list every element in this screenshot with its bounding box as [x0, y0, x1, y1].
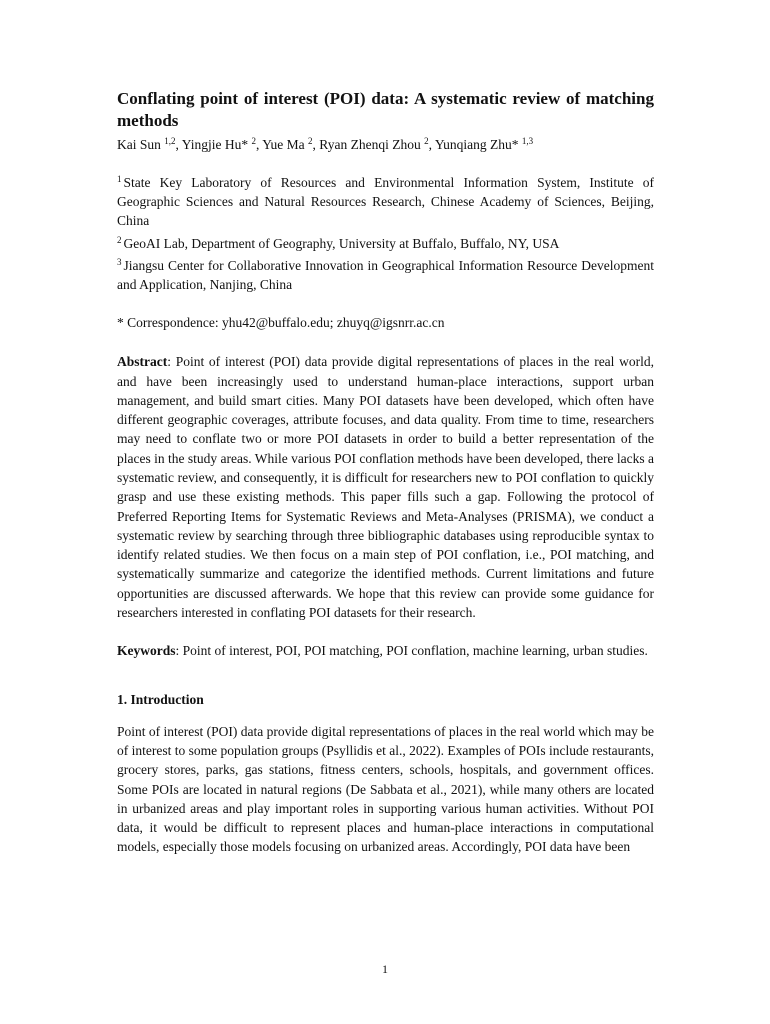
author-name: Yue Ma [262, 137, 305, 152]
author [319, 137, 435, 152]
abstract-paragraph [117, 352, 654, 622]
affiliation-number: 3 [117, 256, 122, 267]
author-name: Kai Sun [117, 137, 161, 152]
author-separator: , [312, 137, 320, 152]
author-separator: , [256, 137, 263, 152]
author-list [117, 132, 654, 154]
affiliation-text: GeoAI Lab, Department of Geography, University at Buffalo, Buffalo, NY, USA [123, 235, 560, 251]
correspondence-line: * Correspondence: yhu42@buffalo.edu; zhuyq@igsnrr.ac.cn [117, 315, 445, 331]
abstract-label: Abstract [117, 354, 168, 370]
author [262, 137, 319, 152]
abstract-text: : Point of interest (POI) data provide digital representations of places in the real world, and have been increasingly used to understand human-place interactions, support urban management, and build smart cities. Many POI datasets have been developed, which often have different geographic coverages, attribute focuses, and data quality. From time to time, researchers may need to conflate two or more POI datasets in order to build a better representation of the places in the study areas. While various POI conflation methods have been developed, there lacks a systematic review, and consequently, it is difficult for researchers new to POI conflation to quickly grasp and use these existing methods. This paper fills such a gap. Following the protocol of Preferred Reporting Items for Systematic Reviews and Meta-Analyses (PRISMA), we conduct a systematic review by searching through three bibliographic databases using reproducible syntax to identify related studies. We then focus on a main step of POI conflation, i.e., POI matching, and systematically summarize and categorize the identified methods. Current limitations and future opportunities are discussed afterwards. We hope that this review can provide some guidance for researchers interested in conflating POI datasets for their research. [117, 354, 654, 621]
author-name: Ryan Zhenqi Zhou [319, 137, 421, 152]
affiliation [117, 170, 654, 231]
intro-paragraph: Point of interest (POI) data provide digital representations of places in the real world which may be of interest to some population groups (Psyllidis et al., 2022). Examples of POIs include restaurants, grocery stores, parks, gas stations, fitness centers, schools, hospitals, and government offices. Some POIs are located in natural regions (De Sabbata et al., 2021), while many others are located in urbanized areas and play important roles in supporting various human activities. Without POI data, it would be difficult to represent places and human-place interactions in computational models, especially those models focusing on urbanized areas. Accordingly, POI data have been [117, 723, 654, 855]
author-affiliation-mark: 2 [308, 136, 313, 146]
author-separator: , [175, 137, 182, 152]
section-heading: 1. Introduction [117, 691, 204, 707]
keywords-text: : Point of interest, POI, POI matching, POI conflation, machine learning, urban studies. [175, 643, 648, 659]
author-separator: , [428, 137, 435, 152]
affiliation-number: 2 [117, 234, 122, 245]
page-number: 1 [382, 962, 388, 976]
keywords-paragraph [117, 641, 654, 660]
affiliation-text: Jiangsu Center for Collaborative Innovation in Geographical Information Resource Development and Application, Nanjing, China [117, 257, 654, 293]
author-affiliation-mark: 1,3 [521, 136, 534, 146]
author-affiliation-mark: 2 [424, 136, 429, 146]
author-name: Yunqiang Zhu* [434, 137, 519, 152]
author [435, 137, 533, 152]
author-affiliation-mark: 1,2 [164, 136, 176, 146]
page-content [117, 88, 654, 857]
affiliation-list [117, 170, 654, 294]
affiliation-text: State Key Laboratory of Resources and Environmental Information System, Institute of Geographic Sciences and Natural Resources Research, Chinese Academy of Sciences, Beijing, China [117, 175, 654, 229]
keywords-label: Keywords [117, 643, 176, 659]
affiliation-number: 1 [117, 174, 122, 184]
paper-title: Conflating point of interest (POI) data: A systematic review of matching methods [117, 89, 654, 130]
affiliation [117, 253, 654, 294]
author-affiliation-mark: 2 [251, 136, 256, 146]
affiliation [117, 231, 654, 253]
author [117, 137, 182, 152]
author [182, 137, 263, 152]
author-name: Yingjie Hu* [181, 137, 249, 152]
